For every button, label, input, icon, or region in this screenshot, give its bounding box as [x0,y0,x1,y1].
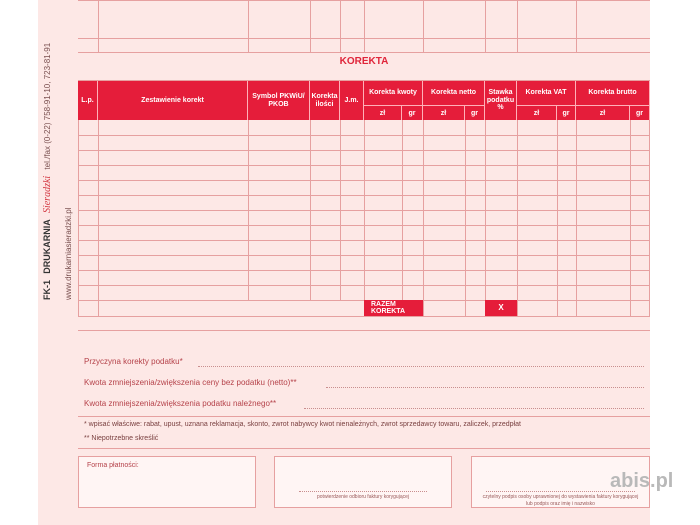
stub-divider [340,0,341,52]
col-korekta-kwoty: Korekta kwoty [364,81,423,105]
sub-gr: gr [402,105,423,120]
payment-box[interactable] [78,456,256,508]
col-jm: J.m. [340,81,364,120]
footer-rule [78,448,650,449]
stub-divider [576,0,577,52]
reason-input-line[interactable] [198,366,644,367]
form-code: FK-1 [42,280,52,300]
table-row-line [78,180,650,181]
footnote-1: * wpisać właściwe: rabat, upust, uznana reklamacja, skonto, zwrot nabywcy kwot nienależnych, zwrot sprzedawcy towaru, zaliczek, przedpłat [84,421,521,428]
side-strip-web [64,204,73,300]
tax-change-label: Kwota zmniejszenia/zwiększenia podatku należnego** [84,399,277,408]
reason-label: Przyczyna korekty podatku* [84,357,183,366]
footnote-2: ** Niepotrzebne skreślić [84,435,159,442]
sub-zl: zł [576,105,630,120]
stub-divider [248,0,249,52]
table-row-line [78,240,650,241]
signature-caption-1: czytelny podpis osoby uprawnionej do wystawienia faktury korygującej [482,494,639,500]
total-label: RAZEM KOREKTA [364,300,423,316]
stub-divider [310,0,311,52]
table-body [78,120,650,316]
phone-text: tel./fax (0-22) 758-91-10, 723-81-91 [43,42,52,170]
col-korekta-brutto: Korekta brutto [576,81,650,105]
col-stawka: Stawka podatku % [485,81,517,120]
receipt-caption: potwierdzenie odbioru faktury korygującej [317,494,409,500]
receipt-signature-line [299,491,427,492]
col-zestawienie: Zestawienie korekt [98,81,248,120]
table-row-line [78,255,650,256]
stub-divider [98,0,99,52]
table-row-line [78,165,650,166]
stub-divider [364,0,365,52]
col-lp: L.p. [78,81,98,120]
sub-gr: gr [557,105,576,120]
stub-divider [517,0,518,52]
net-change-label: Kwota zmniejszenia/zwiększenia ceny bez podatku (netto)** [84,378,297,387]
table-row-line [78,210,650,211]
payment-label: Forma płatności: [87,462,139,469]
col-symbol: Symbol PKWiU/ PKOB [248,81,310,120]
side-strip [42,39,53,300]
correction-form [78,0,650,525]
sub-zl: zł [423,105,465,120]
net-change-input-line[interactable] [326,387,644,388]
sub-zl: zł [364,105,402,120]
table-row-line [78,195,650,196]
brand-name: Sieradzki [42,175,53,214]
table-bottom-rule [78,316,650,317]
table-row-line [78,150,650,151]
stub-divider [485,0,486,52]
signature-caption-2: lub podpis oraz imię i nazwisko [526,501,595,507]
section-rule [78,330,650,331]
tax-change-input-line[interactable] [304,408,644,409]
stub-divider [423,0,424,52]
col-korekta-ilosci: Korekta ilości [310,81,340,120]
receipt-box[interactable] [274,456,452,508]
sub-zl: zł [517,105,557,120]
table-row-line [78,135,650,136]
total-x-mark: X [485,300,517,316]
form-title: KOREKTA [339,56,389,67]
table-row-line [78,225,650,226]
notes-rule [78,416,650,417]
col-korekta-vat: Korekta VAT [517,81,576,105]
sub-gr: gr [465,105,485,120]
watermark: abis.pl [610,470,674,492]
table-row-line [78,285,650,286]
website-text: www.drukarniasieradzki.pl [64,207,73,300]
sub-gr: gr [630,105,650,120]
logo-label: DRUKARNIA [42,219,52,274]
table-row-line [78,270,650,271]
col-korekta-netto: Korekta netto [423,81,485,105]
stub-bottom-rule [78,52,650,53]
